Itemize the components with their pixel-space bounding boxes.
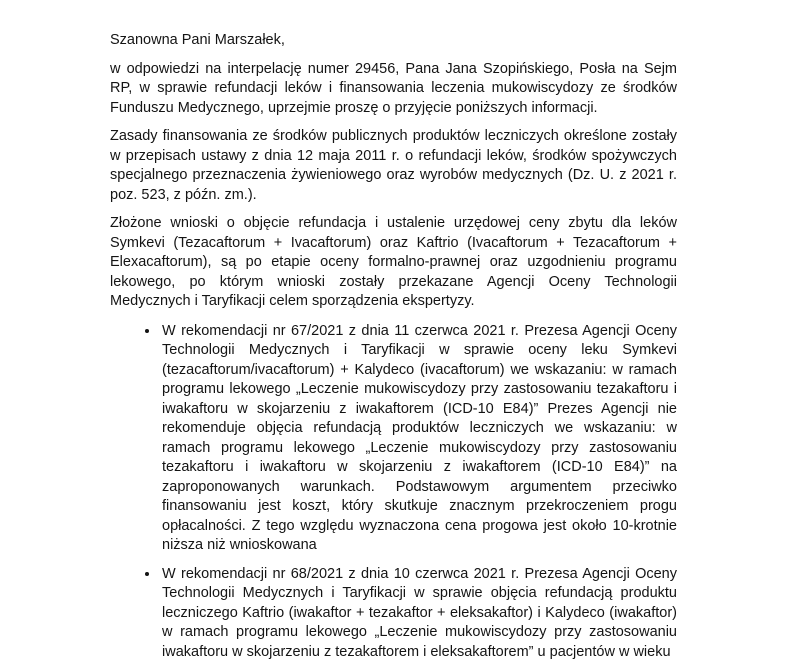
recommendation-list: [110, 322, 677, 663]
paragraph-applications: Złożone wnioski o objęcie refundacja i ustalenie urzędowej ceny zbytu dla leków Symkevi (Tezacaftorum + Ivacaftorum) oraz Kaftrio (Ivacaftorum + Tezacaftorum + Elexacaftorum), są po etapie oceny formalno-prawnej oraz uzgodnieniu programu lekowego, po którym wnioski zostały przekazane Agencji Oceny Technologii Medycznych i Taryfikacji celem sporządzenia ekspertyzy.: [110, 215, 677, 309]
salutation-text: Szanowna Pani Marszałek,: [110, 32, 285, 48]
salutation: [110, 31, 677, 51]
paragraph-law-basis: Zasady finansowania ze środków publicznych produktów leczniczych określone zostały w przepisach ustawy z dnia 12 maja 2011 r. o refundacji leków, środków spożywczych specjalnego przeznaczenia żywieniowego oraz wyrobów medycznych (Dz. U. z 2021 r. poz. 523, z późn. zm.).: [110, 128, 677, 203]
paragraph-intro: w odpowiedzi na interpelację numer 29456, Pana Jana Szopińskiego, Posła na Sejm RP, w sprawie refundacji leków i finansowania leczenia mukowiscydozy ze środków Funduszu Medycznego, uprzejmie proszę o przyjęcie poniższych informacji.: [110, 60, 677, 116]
recommendation-68-item: • W rekomendacji nr 68/2021 z dnia 10 czerwca 2021 r. Prezesa Agencji Oceny Technologii Medycznych i Taryfikacji w sprawie objęcia refundacją produktu leczniczego Kaftrio (iwakaftor + tezakaftor + eleksakaftor) i Kalydeco (iwakaftor) w ramach programu lekowego „Leczenie mukowiscydozy przy zastosowaniu iwakaftoru w skojarzeniu z tezakaftorem i eleksakaftorem” u pacjentów w wieku: [160, 565, 677, 663]
recommendation-67-item: • W rekomendacji nr 67/2021 z dnia 11 czerwca 2021 r. Prezesa Agencji Oceny Technologii Medycznych i Taryfikacji w sprawie oceny leku Symkevi (tezacaftorum/ivacaftorum) + Kalydeco (ivacaftorum) we wskazaniu: w ramach programu lekowego „Leczenie mukowiscydozy przy zastosowaniu tezakaftoru i iwakaftoru w skojarzeniu z iwakaftorem (ICD-10 E84)” Prezes Agencji nie rekomenduje objęcia refundacją produktów leczniczych we wskazaniu: w ramach programu lekowego „Leczenie mukowiscydozy przy zastosowaniu tezakaftoru i iwakaftoru w skojarzeniu z iwakaftorem (ICD-10 E84)” na zaproponowanych warunkach. Podstawowym argumentem przeciwko finansowaniu jest koszt, który skutkuje znacznym przekroczeniem progu opłacalności. Z tego względu wyznaczona cena progowa jest około 10-krotnie niższa niż wnioskowana: [160, 322, 677, 556]
